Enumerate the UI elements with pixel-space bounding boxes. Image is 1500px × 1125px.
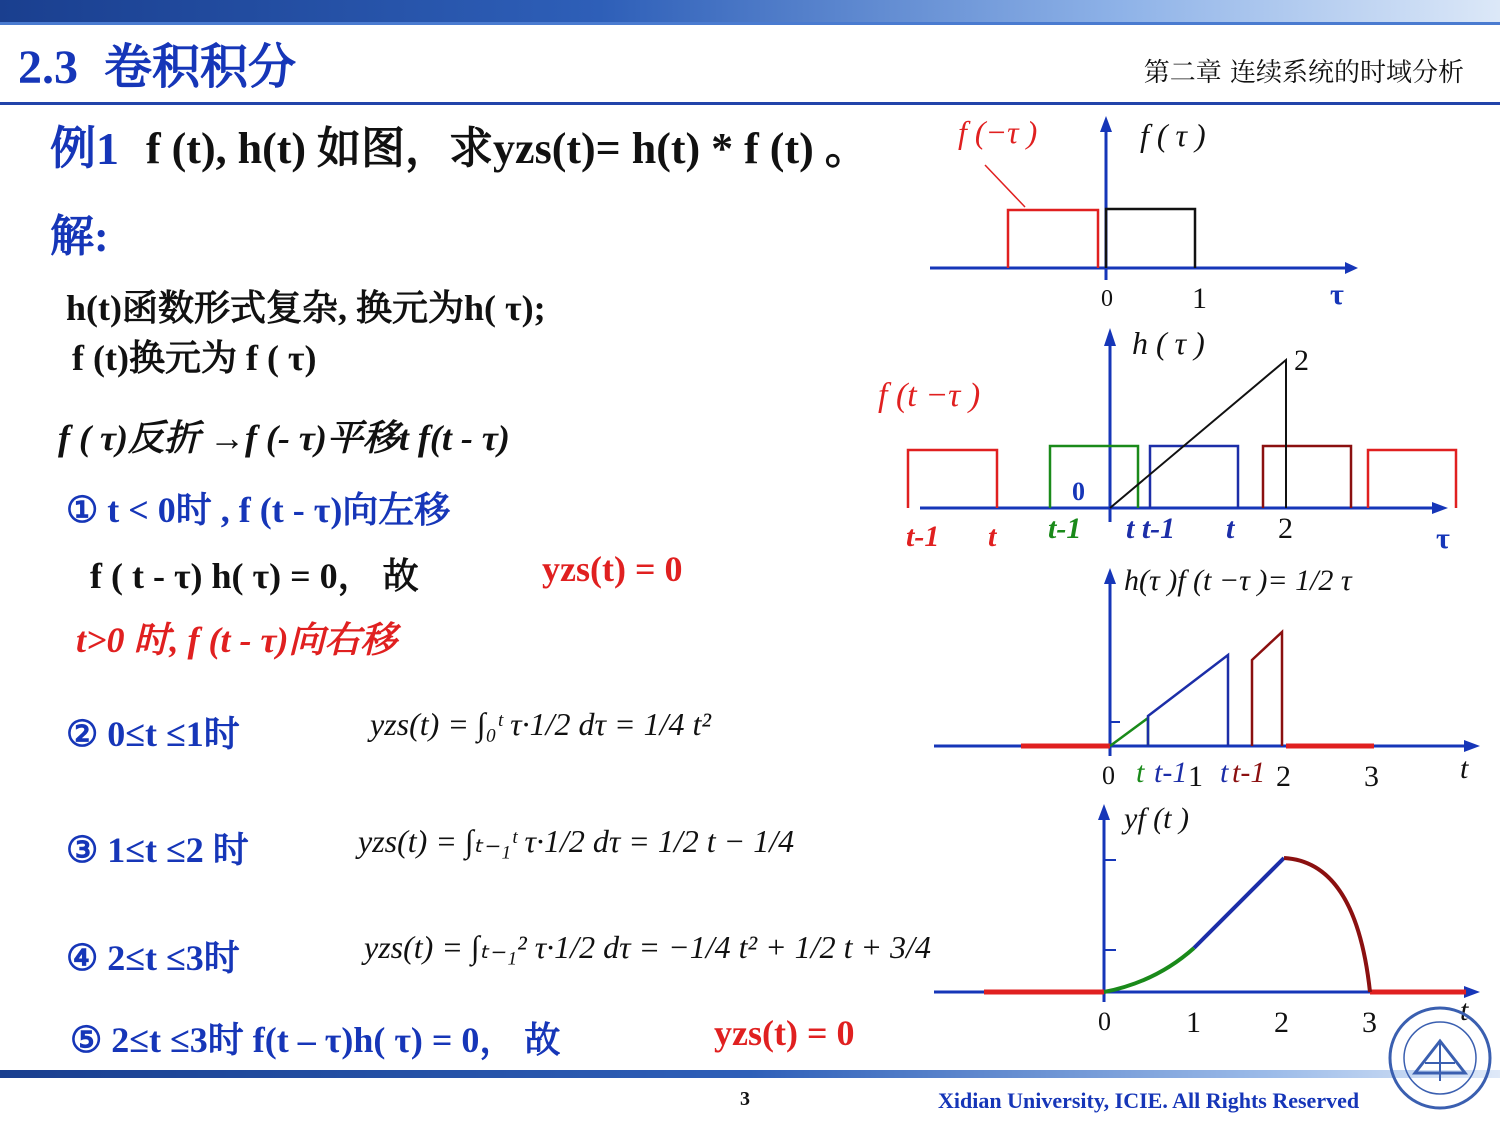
case-1-detail: f ( t - τ) h( τ) = 0， 故 — [90, 556, 419, 596]
tick-3: 3 — [1364, 760, 1379, 793]
tick-0: 0 — [1101, 286, 1113, 312]
tau-axis-arrow — [1432, 502, 1448, 514]
yf-decay-segment — [1284, 858, 1370, 992]
tick-blue-t: t — [1220, 756, 1229, 789]
shift-pulse-green — [1050, 446, 1138, 508]
axis-label-tau: τ — [1330, 278, 1344, 311]
vertical-axis-arrow — [1104, 328, 1116, 346]
graph-product — [926, 556, 1500, 796]
yf-linear-segment — [1194, 858, 1284, 948]
tick-darkred-t-1: t-1 — [1232, 756, 1266, 789]
section-title: 卷积积分 — [104, 39, 297, 95]
label-yf: yf (t ) — [1124, 802, 1189, 835]
vertical-axis-arrow — [1100, 116, 1112, 132]
f-tau-pulse — [1106, 209, 1195, 268]
label-product: h(τ )f (t −τ )= 1/2 τ — [1124, 564, 1352, 597]
section-number: 2.3 — [18, 41, 78, 94]
vertical-axis-arrow — [1098, 804, 1110, 820]
h-tau-ramp — [1110, 360, 1286, 508]
top-banner — [0, 0, 1500, 22]
case-2: ② 0≤t ≤1时 — [66, 714, 240, 754]
vertical-axis-arrow — [1104, 568, 1116, 584]
tick-1: 1 — [1192, 282, 1207, 315]
label-peak-2: 2 — [1294, 344, 1309, 377]
product-darkred — [1252, 632, 1282, 746]
axis-label-t: t — [1460, 752, 1469, 785]
tick-3: 3 — [1362, 1006, 1377, 1039]
shift-pulse-darkred — [1263, 446, 1351, 508]
university-seal-icon — [1385, 1003, 1495, 1113]
tick-2: 2 — [1276, 760, 1291, 793]
formula-case-3: yzs(t) = ∫ₜ₋₁ᵗ τ·1/2 dτ = 1/2 t − 1/4 — [358, 823, 795, 859]
case-5: ⑤ 2≤t ≤3时 f(t – τ)h( τ) = 0， 故 — [70, 1020, 561, 1060]
tick-green-t: t — [1136, 756, 1145, 789]
label-f-neg-tau: f (−τ ) — [958, 114, 1038, 150]
tick-blue-t: t — [1226, 512, 1235, 545]
tick-1: 1 — [1188, 760, 1203, 793]
tick-red-t: t — [988, 520, 997, 553]
tick-red-t-1: t-1 — [906, 520, 940, 553]
slide-title — [18, 28, 296, 97]
label-f-tau: f ( τ ) — [1140, 117, 1206, 153]
footer-rights: Xidian University, ICIE. All Rights Reserved — [938, 1088, 1360, 1113]
tick-1: 1 — [1186, 1006, 1201, 1039]
case-1: ① t < 0时 , f (t - τ)向左移 — [66, 490, 451, 530]
t-axis-arrow — [1464, 740, 1480, 752]
bottom-rule — [0, 1070, 1500, 1078]
graph-f-tau — [920, 110, 1360, 320]
leader-line — [985, 165, 1025, 207]
top-banner-line — [0, 22, 1500, 25]
yf-quadratic-segment — [1104, 948, 1194, 992]
shift-pulse-right — [1368, 450, 1456, 508]
label-origin-0: 0 — [1072, 477, 1085, 506]
axis-label-tau: τ — [1436, 522, 1450, 555]
case-positive: t>0 时, f (t - τ)向右移 — [76, 620, 397, 660]
title-rule — [0, 102, 1500, 105]
tick-0: 0 — [1098, 1007, 1111, 1036]
shift-pulse-blue — [1150, 446, 1238, 508]
tau-axis-arrow — [1345, 262, 1358, 274]
f-neg-tau-pulse — [1008, 210, 1098, 268]
page-number: 3 — [740, 1088, 750, 1110]
case-3: ③ 1≤t ≤2 时 — [66, 830, 249, 870]
case-5-result: yzs(t) = 0 — [714, 1013, 855, 1053]
case-4: ④ 2≤t ≤3时 — [66, 938, 240, 978]
shift-pulse-left — [908, 450, 997, 508]
tick-blue-t-t-1: t t-1 — [1126, 512, 1176, 545]
tick-0: 0 — [1102, 761, 1115, 790]
chapter-label: 第二章 连续系统的时域分析 — [1143, 58, 1464, 88]
tick-green-t-1: t-1 — [1048, 512, 1082, 545]
case-1-result: yzs(t) = 0 — [542, 549, 683, 589]
formula-case-4: yzs(t) = ∫ₜ₋₁² τ·1/2 dτ = −1/4 t² + 1/2 t + 3/4 — [364, 929, 931, 965]
problem-statement: f (t), h(t) 如图，求yzs(t)= h(t) * f (t) 。 — [146, 124, 869, 173]
solution-line-1: h(t)函数形式复杂, 换元为h( τ); — [66, 288, 546, 328]
graph-h-tau — [870, 322, 1490, 558]
solution-line-2: f (t)换元为 f ( τ) — [72, 338, 317, 378]
axis-label-t: t — [1460, 994, 1469, 1027]
tick-2: 2 — [1278, 512, 1293, 545]
product-blue — [1148, 655, 1228, 746]
label-f-t-minus-tau: f (t −τ ) — [878, 377, 981, 414]
example-label: 例1 — [50, 123, 119, 174]
formula-case-2: yzs(t) = ∫₀ᵗ τ·1/2 dτ = 1/4 t² — [370, 706, 711, 742]
tick-blue-t-1: t-1 — [1154, 756, 1188, 789]
tick-2: 2 — [1274, 1006, 1289, 1039]
solution-label: 解: — [50, 212, 109, 261]
solution-line-3: f ( τ)反折 →f (- τ)平移t f(t - τ) — [58, 418, 510, 458]
label-h-tau: h ( τ ) — [1132, 325, 1205, 361]
